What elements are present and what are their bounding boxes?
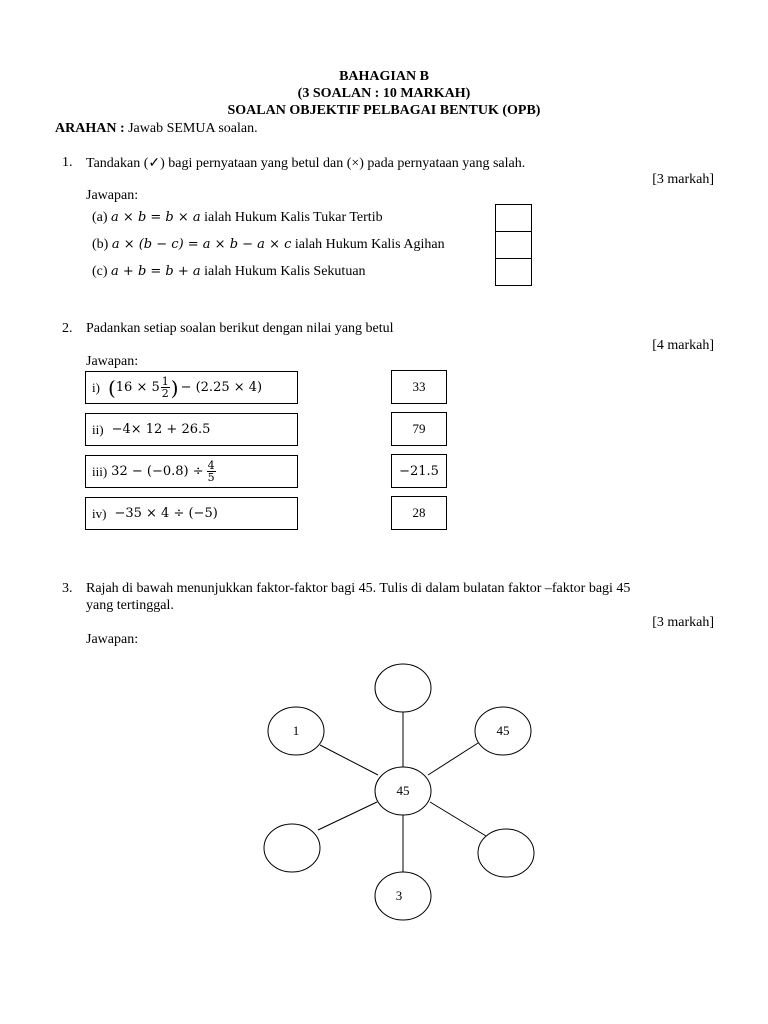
- question-expr-part: 16 × 5: [115, 380, 160, 395]
- question-label: ii): [92, 421, 104, 437]
- q1-text: Tandakan (✓) bagi pernyataan yang betul dan (×) pada pernyataan yang salah.: [86, 156, 526, 171]
- match-answer-1[interactable]: 33: [391, 370, 447, 404]
- q1-item-text: ialah Hukum Kalis Agihan: [294, 237, 445, 252]
- q1-item-label: (c): [92, 264, 108, 279]
- q1-item-label: (b): [92, 237, 109, 252]
- q2-number: 2.: [62, 321, 73, 336]
- match-answer-4[interactable]: 28: [391, 496, 447, 530]
- factor-circle[interactable]: [478, 829, 534, 877]
- instruction-label: ARAHAN :: [55, 121, 125, 136]
- factor-circle-label: 3: [395, 888, 403, 903]
- q1-item-label: (a): [92, 210, 108, 225]
- fraction-numerator: 4: [207, 459, 215, 472]
- fraction-numerator: 1: [161, 375, 169, 388]
- paren-close: ): [170, 375, 179, 400]
- center-value: 45: [396, 783, 410, 798]
- factor-circle[interactable]: [264, 824, 320, 872]
- question-label: i): [92, 379, 100, 395]
- match-answer-2[interactable]: 79: [391, 412, 447, 446]
- question-expr: −35 × 4 ÷ (−5): [114, 506, 218, 521]
- connector-line: [320, 745, 378, 775]
- question-expr: −4× 12 + 26.5: [111, 422, 211, 437]
- fraction-denominator: 5: [207, 471, 215, 484]
- factor-circle-label: 1: [292, 723, 300, 738]
- q1-item-text: ialah Hukum Kalis Tukar Tertib: [204, 210, 383, 225]
- q1-item-math: a × (b − c) = a × b − a × c: [111, 237, 292, 252]
- section-title: BAHAGIAN B: [339, 69, 429, 84]
- question-expr: 32 − (−0.8) ÷: [111, 464, 204, 479]
- q1-item-math: a × b = b × a: [111, 210, 201, 225]
- q1-marks: [3 markah]: [652, 172, 714, 187]
- q1-number: 1.: [62, 155, 73, 170]
- connector-line: [428, 743, 478, 775]
- q1-jawapan: Jawapan:: [86, 188, 139, 203]
- match-answer-3[interactable]: −21.5: [391, 454, 447, 488]
- q3-jawapan: Jawapan:: [86, 632, 139, 647]
- connector-line: [430, 802, 486, 836]
- q3-text-line1: Rajah di bawah menunjukkan faktor-faktor bagi 45. Tulis di dalam bulatan faktor –faktor bagi 45: [86, 581, 631, 596]
- section-heading: SOALAN OBJEKTIF PELBAGAI BENTUK (OPB): [227, 103, 541, 118]
- q1-item-math: a + b = b + a: [111, 264, 201, 279]
- factor-circle[interactable]: [375, 664, 431, 712]
- q3-text-line2: yang tertinggal.: [86, 598, 174, 613]
- section-subtitle: (3 SOALAN : 10 MARKAH): [297, 86, 471, 101]
- question-label: iii): [92, 463, 108, 479]
- question-label: iv): [92, 505, 107, 521]
- q2-marks: [4 markah]: [652, 338, 714, 353]
- factor-circle-label: 45: [496, 723, 510, 738]
- q2-jawapan: Jawapan:: [86, 354, 139, 369]
- fraction-denominator: 2: [161, 387, 169, 400]
- factor-circle[interactable]: [375, 872, 431, 920]
- q3-number: 3.: [62, 581, 73, 596]
- question-expr-part: − (2.25 × 4): [180, 380, 263, 395]
- instruction-text: Jawab SEMUA soalan.: [128, 121, 258, 136]
- connector-line: [318, 802, 377, 830]
- q1-item-text: ialah Hukum Kalis Sekutuan: [204, 264, 366, 279]
- q3-marks: [3 markah]: [652, 615, 714, 630]
- q2-text: Padankan setiap soalan berikut dengan nilai yang betul: [86, 321, 394, 336]
- paren-open: (: [107, 375, 116, 400]
